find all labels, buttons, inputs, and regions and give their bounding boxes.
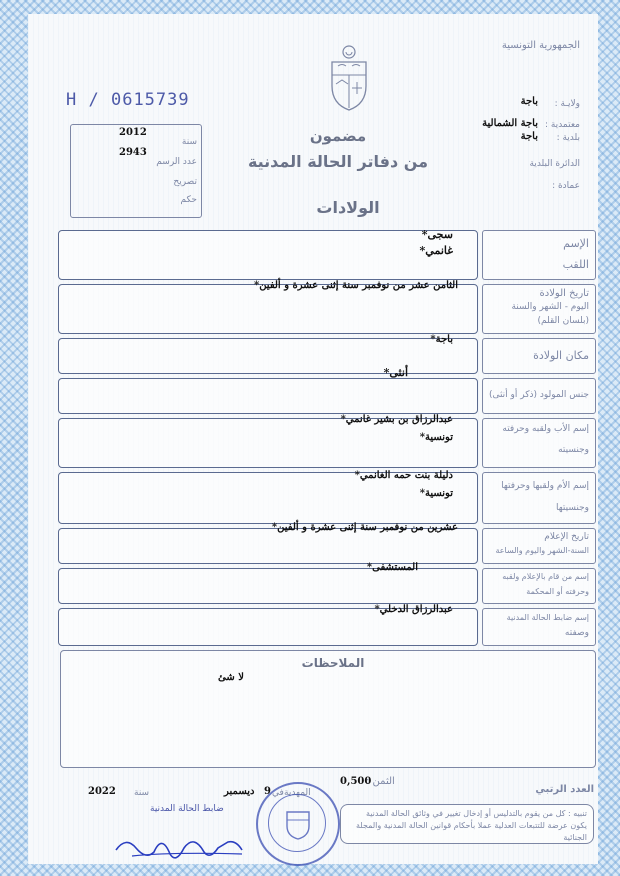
surname-label: اللقب <box>562 258 589 271</box>
title-line2: من دفاتر الحالة المدنية <box>247 152 429 171</box>
remarks-value: لا شئ <box>218 672 244 683</box>
serial-prefix: H / <box>66 90 100 110</box>
declarant-label-2: وحرفته أو المحكمة <box>526 587 589 596</box>
serial-number: 0615739 <box>110 90 190 110</box>
name-value-box <box>58 230 478 280</box>
handwritten-signature <box>112 830 262 864</box>
officer-label-2: وصفته <box>564 628 589 638</box>
father-label-2: وجنسيته <box>558 445 589 455</box>
officer-label-box <box>482 608 596 646</box>
baladia-value: باجة <box>520 131 538 142</box>
mother-value-2: تونسية* <box>419 488 453 499</box>
motamadia-value: باجة الشمالية <box>482 118 538 129</box>
sex-value: أنثى* <box>383 366 408 379</box>
dob-label-3: (بلسان القلم) <box>537 316 589 326</box>
mother-value-1: دليلة بنت حمه الغانمي* <box>354 470 453 481</box>
motamadia-label: معتمدية : <box>544 120 580 130</box>
father-value-2: تونسية* <box>419 432 453 443</box>
name-label-box <box>482 230 596 280</box>
warning-text: تنبيه : كل من يقوم بالتدليس أو إدخال تغيير في وثائق الحالة المدنية يكون عرضة للتتبعات العدلية عملا بأحكام قوانين الحالة المدنية والمجلة الجنائية <box>356 809 587 842</box>
father-value-box <box>58 418 478 468</box>
sex-value-box <box>58 378 478 414</box>
republic-label: الجمهورية التونسية <box>501 40 580 51</box>
name-label: الإسم <box>563 237 589 250</box>
sex-label: جنس المولود (ذكر أو أنثى) <box>488 390 589 400</box>
pob-label: مكان الولادة <box>533 349 589 362</box>
declarant-label-1: إسم من قام بالإعلام ولقبه <box>502 572 589 581</box>
pob-label-box <box>482 338 596 374</box>
pob-value: باجة* <box>430 334 453 345</box>
declaration-label: تصريح <box>173 177 197 187</box>
price-value: 0,500 <box>340 776 372 787</box>
notice-label-2: السنة-الشهر واليوم والساعة <box>495 546 589 555</box>
wilaya-value: باجة <box>520 96 538 107</box>
serial-order-label: العدد الرتبي <box>535 784 594 795</box>
notice-label-1: تاريخ الإعلام <box>544 532 589 542</box>
title-line1: مضمون <box>309 127 367 145</box>
mother-label-box <box>482 472 596 524</box>
reference-box <box>70 124 202 218</box>
baladia-label: بلدية : <box>556 133 580 143</box>
father-label-box <box>482 418 596 468</box>
pob-value-box <box>58 338 478 374</box>
notice-value-box <box>58 528 478 564</box>
officer-label-1: إسم ضابط الحالة المدنية <box>506 613 589 622</box>
notice-label-box <box>482 528 596 564</box>
dob-value-box <box>58 284 478 334</box>
reference-year-value: 2012 <box>119 127 147 138</box>
issue-year-label: سنة <box>134 788 150 798</box>
declarant-value: المستشفى* <box>366 562 418 573</box>
coat-of-arms-icon <box>326 44 372 112</box>
declarant-label-box <box>482 568 596 604</box>
remarks-title: الملاحظات <box>301 656 365 670</box>
issue-month: ديسمبر <box>224 786 255 797</box>
father-value-1: عبدالرزاق بن بشير غانمي* <box>340 414 453 425</box>
reference-number-label: عدد الرسم <box>156 157 197 167</box>
imada-label: عمادة : <box>552 181 580 191</box>
name-value: سجى* <box>421 228 453 241</box>
issue-day: 9 <box>264 786 271 797</box>
dob-label-box <box>482 284 596 334</box>
surname-value: غانمي* <box>419 244 453 257</box>
sex-label-box <box>482 378 596 414</box>
mother-label-1: إسم الأم ولقبها وحرفتها <box>501 481 589 491</box>
mother-label-2: وجنسيتها <box>556 503 589 513</box>
reference-year-label: سنة <box>181 137 197 147</box>
judgement-label: حكم <box>180 195 197 205</box>
issue-year-value: 2022 <box>88 786 116 797</box>
declarant-value-box <box>58 568 478 604</box>
price-label: الثمن : <box>366 776 395 787</box>
father-label-1: إسم الأب ولقبه وحرفته <box>502 424 589 434</box>
dob-value: الثامن عشر من نوفمبر سنة إثنى عشرة و ألفين* <box>253 280 458 291</box>
warning-box <box>340 804 594 844</box>
stamp-emblem-icon <box>284 808 312 840</box>
issue-place: المهدية <box>284 788 311 798</box>
document-sheet <box>28 14 598 864</box>
reference-number-value: 2943 <box>119 147 147 158</box>
officer-value: عبدالرزاق الدخلي* <box>374 604 453 615</box>
daira-label: الدائرة البلدية <box>529 159 580 169</box>
dob-label-2: اليوم - الشهر والسنة <box>511 302 589 312</box>
officer-title: ضابط الحالة المدنية <box>150 804 224 814</box>
title-line3: الولادات <box>316 198 380 217</box>
official-stamp <box>256 782 340 866</box>
dob-label-1: تاريخ الولادة <box>539 288 589 299</box>
notice-value: عشرين من نوفمبر سنة إثنى عشرة و ألفين* <box>271 522 458 533</box>
date-prefix: في <box>272 788 284 798</box>
wilaya-label: ولايـة : <box>554 99 580 109</box>
